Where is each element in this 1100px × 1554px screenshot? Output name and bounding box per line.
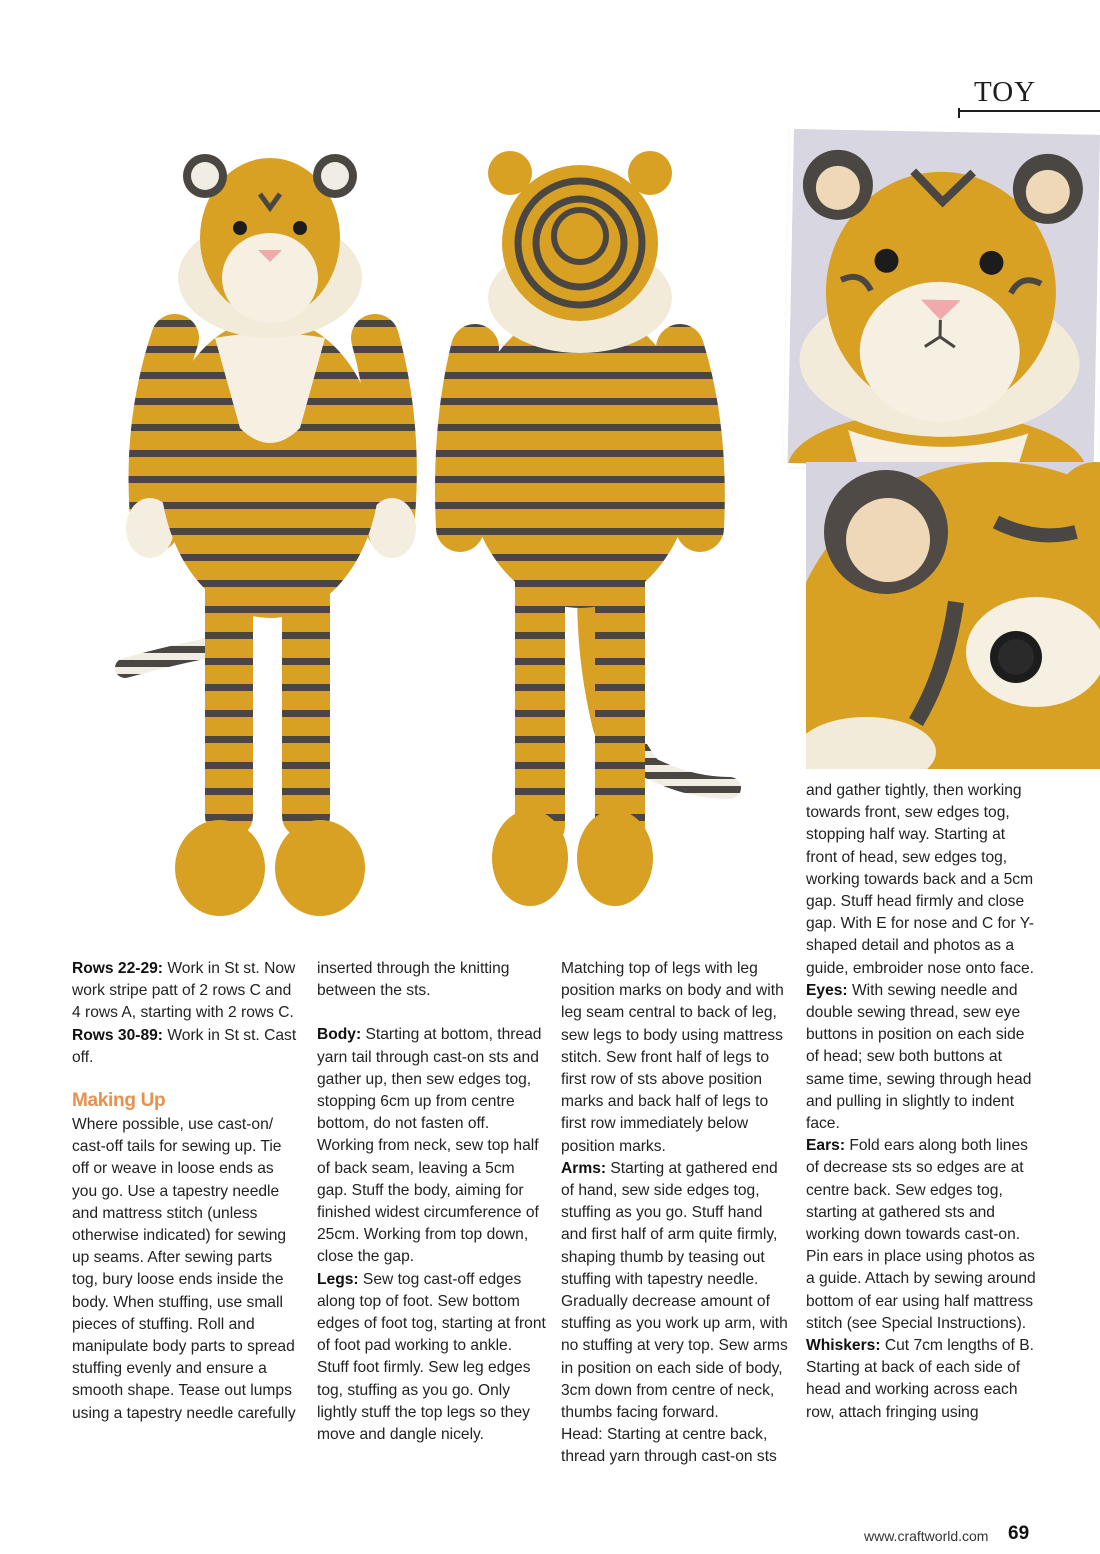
rows-22-29-text: Work in St st. Now work stripe patt of 2 rows C and 4 rows A, starting with 2 rows C. bbox=[72, 960, 296, 1022]
tiger-front bbox=[125, 154, 416, 916]
text-column-4 bbox=[806, 780, 1036, 1424]
footer-website-link[interactable]: www.craftworld.com bbox=[864, 1528, 989, 1544]
ear-eye-closeup-photo bbox=[806, 462, 1100, 769]
body-heading: Body: bbox=[317, 1026, 362, 1044]
whiskers-text: Cut 7cm lengths of B. Starting at back of each side of head and working across each row, attach fringing using bbox=[806, 1337, 1034, 1421]
paragraph-arms bbox=[561, 1158, 791, 1424]
rows-30-89-text: Work in St st. Cast off. bbox=[72, 1026, 297, 1066]
tiger-illustration bbox=[70, 128, 785, 928]
paragraph-continued: inserted through the knitting between the sts. bbox=[317, 960, 510, 1000]
arms-text: Starting at gathered end of hand, sew side edges tog, stuffing as you go. Stuff hand and first half of arm quite firmly, shaping thumb by teasing out stuffing with tapestry needle. Gradually decrease amount of stuffing as you work up arm, with no stuffing at very top. Sew arms in position on each side of body, 3cm down from centre of neck, thumbs facing forward. bbox=[561, 1159, 788, 1422]
paragraph-rows-30-89 bbox=[72, 1025, 302, 1069]
section-label: TOY bbox=[974, 76, 1037, 108]
tiger-front-back-photo bbox=[70, 128, 785, 928]
paragraph-leg-matching: Matching top of legs with leg position marks on body and with leg seam central to back of leg, sew legs to body using mattress stitch. Sew front half of legs to first row of sts above position marks and back half of legs to first row immediately below position marks. bbox=[561, 960, 784, 1155]
legs-text: Sew tog cast-off edges along top of foot. Sew bottom edges of foot tog, starting at front of foot pad working to ankle. Stuff foot firmly. Sew leg edges tog, stuffing as you go. Only lightly stuff the top legs so they move and dangle nicely. bbox=[317, 1270, 546, 1444]
ears-heading: Ears: bbox=[806, 1137, 846, 1155]
section-tag bbox=[960, 74, 1100, 112]
paragraph-head-continued: and gather tightly, then working towards front, sew edges tog, stopping half way. Starting at front of head, sew edges tog, working towards back and a 5cm gap. Stuff head firmly and close gap. With E for nose and C for Y-shaped detail and photos as a guide, embroider nose onto face. bbox=[806, 782, 1034, 977]
ears-text: Fold ears along both lines of decrease sts so edges are at centre back. Sew edges tog, starting at gathered sts and working down towards cast-on. Pin ears in place using photos as a guide. Attach by sewing around bottom of ear using half mattress stitch (see Special Instructions). bbox=[806, 1137, 1036, 1332]
body-text: Starting at bottom, thread yarn tail through cast-on sts and gather up, then sew edges tog, stopping 6cm up from centre bottom, do not fasten off. Working from neck, sew top half of back seam, leaving a 5cm gap. Stuff the body, aiming for finished widest circumference of 25cm. Working from top down, close the gap. bbox=[317, 1026, 542, 1266]
rows-22-29-heading: Rows 22-29: bbox=[72, 960, 163, 977]
arms-heading: Arms: bbox=[561, 1159, 607, 1177]
page-number: 69 bbox=[1008, 1523, 1030, 1544]
paragraph-body bbox=[317, 1024, 547, 1268]
paragraph-head: Head: Starting at centre back, thread yarn through cast-on sts bbox=[561, 1426, 777, 1466]
paragraph-eyes bbox=[806, 980, 1036, 1135]
ear-eye-closeup-illustration bbox=[806, 462, 1100, 769]
tiger-back bbox=[459, 151, 730, 906]
eyes-heading: Eyes: bbox=[806, 981, 848, 999]
legs-heading: Legs: bbox=[317, 1270, 359, 1288]
section-tag-tick bbox=[958, 108, 960, 118]
text-column-2 bbox=[317, 958, 547, 1446]
text-column-1 bbox=[72, 958, 302, 1425]
rows-30-89-heading: Rows 30-89: bbox=[72, 1026, 163, 1044]
whiskers-heading: Whiskers: bbox=[806, 1337, 881, 1355]
making-up-paragraph: Where possible, use cast-on/ cast-off tails for sewing up. Tie off or weave in loose ends as you go. Use a tapestry needle and mattress stitch (unless otherwise indicated) for sewing up seams. After sewing parts tog, bury loose ends inside the body. When stuffing, use small pieces of stuffing. Roll and manipulate body parts to spread stuffing evenly and ensure a smooth shape. Tease out lumps using a tapestry needle carefully bbox=[72, 1116, 296, 1422]
paragraph-ears bbox=[806, 1135, 1036, 1335]
face-closeup-photo bbox=[788, 129, 1100, 469]
text-column-3 bbox=[561, 958, 791, 1469]
paragraph-legs bbox=[317, 1269, 547, 1447]
eyes-text: With sewing needle and double sewing thread, sew eye buttons in position on each side of head; sew both buttons at same time, sewing through head and pulling in slightly to indent face. bbox=[806, 981, 1032, 1133]
face-closeup-illustration bbox=[788, 129, 1100, 469]
paragraph-rows-22-29 bbox=[72, 958, 302, 1025]
paragraph-whiskers bbox=[806, 1335, 1036, 1424]
making-up-heading: Making Up bbox=[72, 1090, 166, 1112]
